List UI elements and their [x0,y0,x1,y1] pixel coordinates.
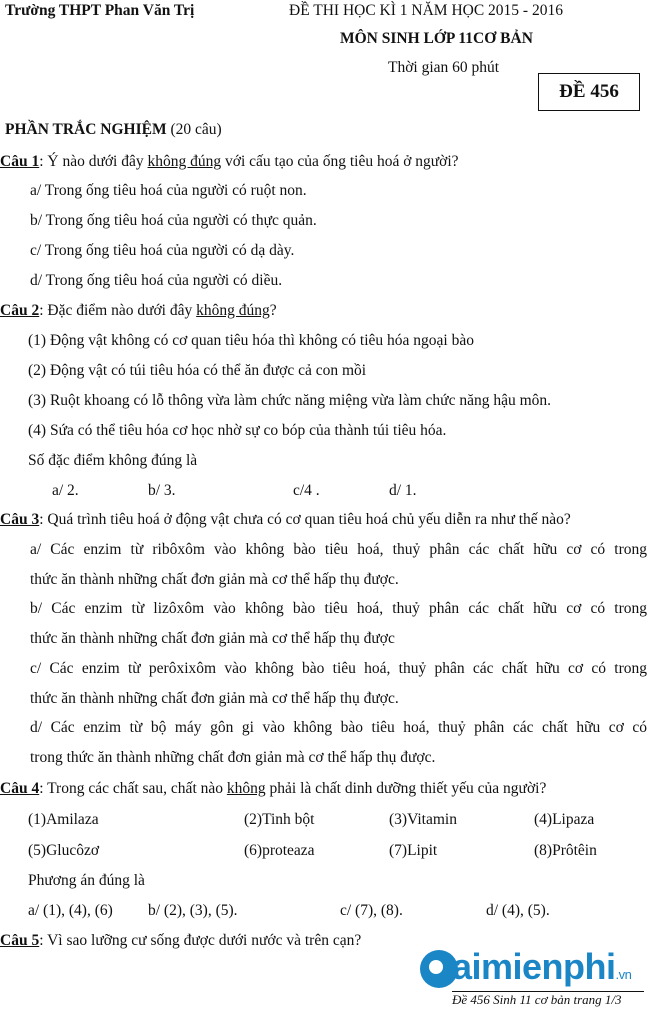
question-2-label: Câu 2 [0,302,40,319]
logo-word: aimienphi [452,946,616,987]
school-name: Trường THPT Phan Văn Trị [5,2,195,19]
logo-suffix: .vn [615,967,632,982]
question-4-text-a: : Trong các chất sau, chất nào [39,780,227,797]
question-4-stem [0,780,546,798]
page-footer: Đề 456 Sinh 11 cơ bản trang 1/3 [452,992,622,1007]
subject-title: MÔN SINH LỚP 11CƠ BẢN [340,30,533,47]
question-1-text-a: : Ý nào dưới đây [39,153,148,170]
question-2-stem [0,302,277,320]
question-2-answer-b: b/ 3. [148,482,176,499]
question-3-stem [0,511,571,529]
question-4-prompt: Phương án đúng là [28,872,145,889]
question-4-answer-a: a/ (1), (4), (6) [28,902,113,919]
question-4-item-8: (8)Prôtêin [534,842,597,859]
question-2-statement-4: (4) Sứa có thể tiêu hóa cơ học nhờ sự co bóp của thành túi tiêu hóa. [28,422,447,439]
question-1-label: Câu 1 [0,153,40,170]
question-3-option-c-line-1: c/ Các enzim từ perôxixôm vào không bào tiêu hoá, thuỷ phân các chất hữu cơ có trong [30,660,647,677]
question-4-underlined: không [226,780,266,797]
question-3-option-d-line-2: trong thức ăn thành những chất đơn giản mà cơ thể hấp thụ được. [30,749,436,766]
question-1-option-a: a/ Trong ống tiêu hoá của người có ruột non. [30,182,307,199]
question-4-answer-c: c/ (7), (8). [340,902,403,919]
question-1-option-b: b/ Trong ống tiêu hoá của người có thực quản. [30,212,317,229]
question-2-answer-c: c/4 . [293,482,320,499]
question-2-statement-1: (1) Động vật không có cơ quan tiêu hóa thì không có tiêu hóa ngoại bào [28,332,474,349]
question-5-text: : Vì sao lưỡng cư sống được dưới nước và trên cạn? [39,932,362,949]
question-3-option-b-line-2: thức ăn thành những chất đơn giản mà cơ thể hấp thụ được [30,630,395,647]
question-1-stem [0,153,459,171]
question-4-text-b: phải là chất dinh dưỡng thiết yếu của người? [265,780,547,797]
exam-title: ĐỀ THI HỌC KÌ 1 NĂM HỌC 2015 - 2016 [289,2,563,19]
question-1-underlined: không đúng [147,153,222,170]
question-1-text-b: với cấu tạo của ống tiêu hoá ở người? [221,153,459,170]
question-5-label: Câu 5 [0,932,40,949]
question-1-option-c: c/ Trong ống tiêu hoá của người có dạ dày. [30,242,295,259]
question-4-answer-d: d/ (4), (5). [486,902,550,919]
logo-text [452,946,631,988]
question-4-answer-b: b/ (2), (3), (5). [148,902,238,919]
question-4-item-1: (1)Amilaza [28,811,99,828]
section-heading [5,121,222,139]
question-1-option-d: d/ Trong ống tiêu hoá của người có diều. [30,272,283,289]
question-2-text-a: : Đặc điểm nào dưới đây [39,302,197,319]
question-4-item-7: (7)Lipit [389,842,438,859]
question-3-option-a-line-1: a/ Các enzim từ ribôxôm vào không bào tiêu hoá, thuỷ phân các chất hữu cơ có trong [30,541,647,558]
question-4-item-6: (6)proteaza [244,842,315,859]
question-3-option-d-line-1: d/ Các enzim từ bộ máy gôn gi vào không bào tiêu hoá, thuỷ phân các chất hữu cơ có [30,719,647,736]
question-3-option-b-line-1: b/ Các enzim từ lizôxôm vào không bào tiêu hoá, thuỷ phân các chất hữu cơ có trong [30,600,647,617]
question-2-underlined: không đúng [196,302,270,319]
section-count: (20 câu) [170,121,222,138]
question-3-text: : Quá trình tiêu hoá ở động vật chưa có cơ quan tiêu hoá chủ yếu diễn ra như thế nào? [39,511,571,528]
question-4-item-2: (2)Tinh bột [244,811,315,828]
duration: Thời gian 60 phút [388,59,500,76]
question-2-answer-d: d/ 1. [389,482,417,499]
question-4-item-4: (4)Lipaza [534,811,595,828]
question-3-option-c-line-2: thức ăn thành những chất đơn giản mà cơ thể hấp thụ được. [30,690,399,707]
question-4-item-5: (5)Glucôzơ [28,842,100,859]
section-title: PHẦN TRẮC NGHIỆM [5,121,167,138]
question-4-item-3: (3)Vitamin [389,811,457,828]
question-3-label: Câu 3 [0,511,40,528]
question-4-label: Câu 4 [0,780,40,797]
exam-code-box: ĐỀ 456 [538,73,640,111]
question-2-prompt: Số đặc điểm không đúng là [28,452,198,469]
question-3-option-a-line-2: thức ăn thành những chất đơn giản mà cơ thể hấp thụ được. [30,571,399,588]
question-2-statement-3: (3) Ruột khoang có lỗ thông vừa làm chức năng miệng vừa làm chức năng hậu môn. [28,392,552,409]
question-2-statement-2: (2) Động vật có túi tiêu hóa có thể ăn được cả con mồi [28,362,367,379]
question-5-stem [0,932,361,950]
question-2-text-b: ? [269,302,277,319]
question-2-answer-a: a/ 2. [52,482,79,499]
